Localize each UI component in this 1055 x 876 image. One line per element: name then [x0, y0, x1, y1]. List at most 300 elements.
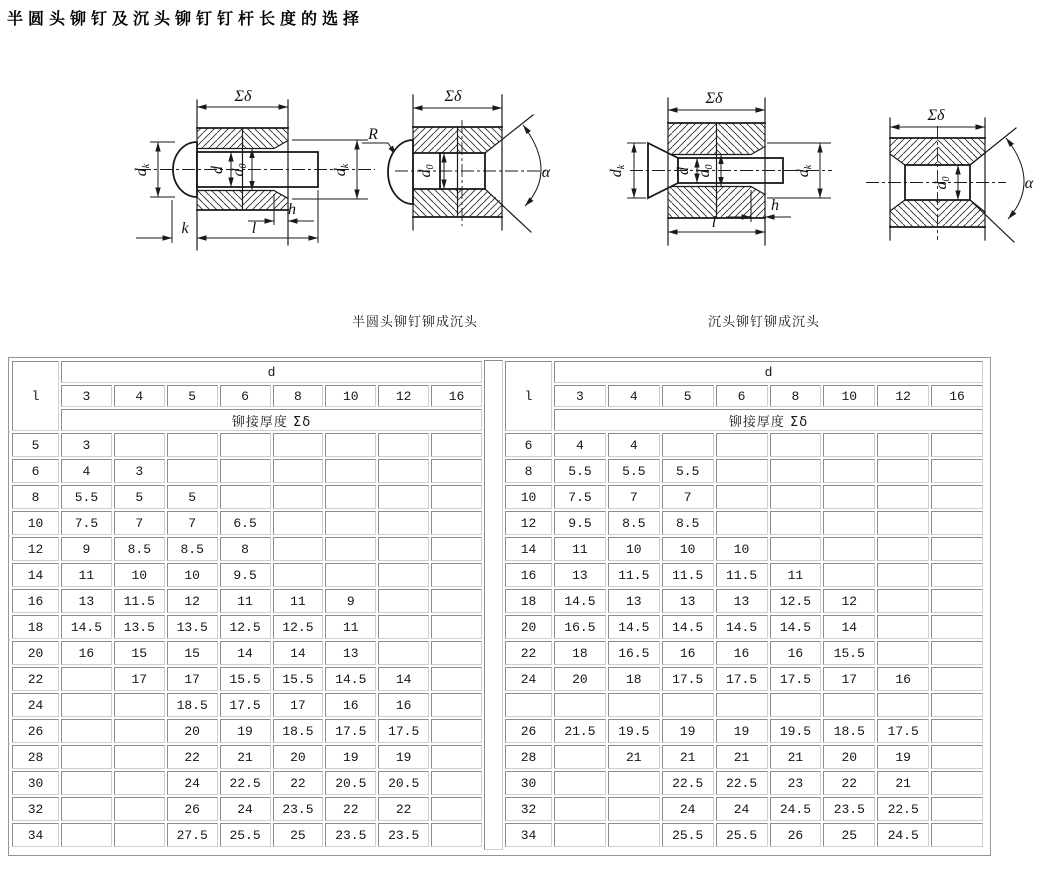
thickness-cell: 14.5 [608, 615, 660, 639]
thickness-cell: 19 [325, 745, 376, 769]
thickness-cell: 18 [554, 641, 606, 665]
thickness-cell: 20 [167, 719, 218, 743]
diameter-value: 3 [61, 385, 112, 407]
table-row [505, 485, 983, 509]
table-row [505, 511, 983, 535]
thickness-cell [273, 563, 324, 587]
thickness-cell [378, 459, 429, 483]
thickness-cell: 12 [167, 589, 218, 613]
diameter-value: 3 [554, 385, 606, 407]
thickness-cell [931, 797, 983, 821]
thickness-cell [61, 719, 112, 743]
thickness-cell: 21 [716, 745, 768, 769]
diameter-value: 6 [220, 385, 271, 407]
length-cell: 20 [12, 641, 59, 665]
thickness-cell: 16 [716, 641, 768, 665]
thickness-cell: 20 [554, 667, 606, 691]
table-row [505, 641, 983, 665]
table-row [505, 797, 983, 821]
thickness-cell: 14.5 [716, 615, 768, 639]
thickness-cell [273, 485, 324, 509]
thickness-cell [378, 589, 429, 613]
table-row [12, 433, 482, 457]
header-length: l [12, 361, 59, 431]
thickness-cell: 23.5 [325, 823, 376, 847]
thickness-cell [931, 771, 983, 795]
dim-d0: d0 [230, 163, 249, 177]
thickness-cell [431, 511, 482, 535]
thickness-cell [608, 823, 660, 847]
table-row [12, 667, 482, 691]
table-row [12, 771, 482, 795]
thickness-cell [114, 745, 165, 769]
length-cell: 10 [12, 511, 59, 535]
dim-dk-right: dk [332, 163, 351, 177]
thickness-cell [220, 459, 271, 483]
dim-l: l [251, 220, 257, 237]
thickness-cell [931, 823, 983, 847]
thickness-cell [931, 537, 983, 561]
thickness-cell [378, 433, 429, 457]
thickness-cell: 25.5 [220, 823, 271, 847]
thickness-cell: 21 [220, 745, 271, 769]
thickness-cell: 17.5 [877, 719, 929, 743]
thickness-cell: 4 [608, 433, 660, 457]
thickness-cell [325, 485, 376, 509]
thickness-cell: 17.5 [770, 667, 822, 691]
length-cell: 16 [12, 589, 59, 613]
thickness-cell [823, 693, 875, 717]
thickness-cell [877, 485, 929, 509]
thickness-cell: 7 [608, 485, 660, 509]
thickness-cell: 5.5 [662, 459, 714, 483]
thickness-cell: 14.5 [325, 667, 376, 691]
thickness-cell: 19.5 [770, 719, 822, 743]
thickness-cell [931, 667, 983, 691]
thickness-cell: 17.5 [325, 719, 376, 743]
thickness-cell [378, 563, 429, 587]
length-cell: 34 [505, 823, 552, 847]
diameter-value: 5 [662, 385, 714, 407]
thickness-cell [431, 667, 482, 691]
table-spacer-cell [484, 360, 503, 850]
length-cell: 24 [505, 667, 552, 691]
thickness-cell: 20 [823, 745, 875, 769]
thickness-cell [877, 459, 929, 483]
thickness-cell: 4 [554, 433, 606, 457]
thickness-cell [716, 485, 768, 509]
thickness-cell [61, 797, 112, 821]
thickness-cell: 19.5 [608, 719, 660, 743]
thickness-cell [325, 563, 376, 587]
thickness-cell: 22 [167, 745, 218, 769]
rivet-table-round-head [10, 359, 484, 849]
technical-drawings [0, 0, 1055, 300]
length-cell: 34 [12, 823, 59, 847]
thickness-cell [877, 433, 929, 457]
thickness-cell [273, 511, 324, 535]
thickness-cell [716, 433, 768, 457]
length-cell: 10 [505, 485, 552, 509]
diameter-value: 5 [167, 385, 218, 407]
thickness-cell: 11 [325, 615, 376, 639]
thickness-cell: 16 [662, 641, 714, 665]
thickness-cell: 3 [114, 459, 165, 483]
table-body [505, 433, 983, 847]
table-row [12, 797, 482, 821]
thickness-cell: 23.5 [273, 797, 324, 821]
thickness-cell [431, 719, 482, 743]
dim-sigma-delta: Σδ [234, 88, 252, 105]
thickness-cell [378, 485, 429, 509]
thickness-cell: 22.5 [716, 771, 768, 795]
thickness-cell [431, 797, 482, 821]
formed-round-head [388, 140, 413, 204]
thickness-cell: 19 [378, 745, 429, 769]
thickness-cell [554, 823, 606, 847]
dim-dk-left: dk [133, 163, 152, 177]
thickness-cell [431, 433, 482, 457]
tables-container [8, 357, 991, 856]
diameter-value: 8 [770, 385, 822, 407]
thickness-cell [378, 537, 429, 561]
thickness-cell: 5.5 [61, 485, 112, 509]
thickness-cell [167, 459, 218, 483]
thickness-cell: 15 [167, 641, 218, 665]
thickness-cell [431, 745, 482, 769]
dim-h: h [288, 201, 296, 218]
thickness-cell [608, 771, 660, 795]
thickness-cell: 15 [114, 641, 165, 665]
thickness-cell [431, 485, 482, 509]
thickness-cell: 9.5 [220, 563, 271, 587]
thickness-cell [662, 693, 714, 717]
thickness-cell [431, 771, 482, 795]
dim-r: R [368, 126, 378, 143]
thickness-cell: 14 [378, 667, 429, 691]
thickness-cell [770, 537, 822, 561]
table-row [505, 719, 983, 743]
thickness-cell: 18.5 [273, 719, 324, 743]
thickness-cell [273, 537, 324, 561]
table-row [12, 719, 482, 743]
thickness-cell: 19 [716, 719, 768, 743]
length-cell: 18 [12, 615, 59, 639]
thickness-cell: 13 [554, 563, 606, 587]
thickness-cell: 23.5 [378, 823, 429, 847]
dim-d0: d0 [417, 164, 436, 178]
thickness-cell: 13.5 [167, 615, 218, 639]
thickness-cell: 7 [114, 511, 165, 535]
figure-countersunk-riveted-result [866, 107, 1034, 242]
thickness-cell: 14 [220, 641, 271, 665]
thickness-cell [716, 693, 768, 717]
length-cell: 30 [505, 771, 552, 795]
diameter-value: 4 [608, 385, 660, 407]
dim-l: l [711, 214, 717, 231]
thickness-cell [61, 667, 112, 691]
thickness-cell: 10 [608, 537, 660, 561]
table-row [505, 615, 983, 639]
thickness-cell [877, 511, 929, 535]
table-row [505, 563, 983, 587]
thickness-cell [823, 433, 875, 457]
thickness-cell: 16 [770, 641, 822, 665]
thickness-cell: 22.5 [220, 771, 271, 795]
table-row [505, 823, 983, 847]
thickness-cell [877, 641, 929, 665]
caption-countersunk-rivet: 沉头铆钉铆成沉头 [708, 315, 821, 330]
diameter-value: 10 [823, 385, 875, 407]
rivet-table-countersunk [503, 359, 985, 849]
thickness-cell [431, 615, 482, 639]
thickness-cell [325, 537, 376, 561]
thickness-cell [770, 459, 822, 483]
thickness-cell [114, 797, 165, 821]
thickness-cell: 8.5 [662, 511, 714, 535]
diameter-value: 6 [716, 385, 768, 407]
table-row [505, 459, 983, 483]
header-thickness: 铆接厚度 Σδ [554, 409, 983, 431]
thickness-cell: 8.5 [608, 511, 660, 535]
table-row [505, 667, 983, 691]
length-cell: 8 [505, 459, 552, 483]
thickness-cell [662, 433, 714, 457]
thickness-cell: 10 [716, 537, 768, 561]
thickness-cell: 22.5 [662, 771, 714, 795]
thickness-cell [378, 615, 429, 639]
thickness-cell: 17.5 [662, 667, 714, 691]
thickness-cell: 24.5 [877, 823, 929, 847]
thickness-cell: 25.5 [716, 823, 768, 847]
thickness-cell [823, 537, 875, 561]
thickness-cell: 16.5 [554, 615, 606, 639]
thickness-cell: 11 [273, 589, 324, 613]
thickness-cell [716, 511, 768, 535]
thickness-cell [554, 797, 606, 821]
thickness-cell [431, 459, 482, 483]
thickness-cell: 11 [61, 563, 112, 587]
thickness-cell: 25 [273, 823, 324, 847]
thickness-cell: 21.5 [554, 719, 606, 743]
thickness-cell [931, 745, 983, 769]
thickness-cell [378, 641, 429, 665]
thickness-cell: 15.5 [823, 641, 875, 665]
thickness-cell [931, 589, 983, 613]
thickness-cell [273, 459, 324, 483]
table-row [12, 615, 482, 639]
table-row [505, 537, 983, 561]
thickness-cell [114, 823, 165, 847]
length-cell: 16 [505, 563, 552, 587]
figure-countersunk-rivet-assembly [608, 90, 832, 245]
thickness-cell: 26 [167, 797, 218, 821]
thickness-cell [431, 563, 482, 587]
thickness-cell: 17.5 [716, 667, 768, 691]
thickness-cell: 25.5 [662, 823, 714, 847]
figure-round-head-riveted-result [388, 88, 551, 232]
diameter-value: 16 [931, 385, 983, 407]
thickness-cell: 21 [877, 771, 929, 795]
thickness-cell: 17.5 [220, 693, 271, 717]
thickness-cell [931, 563, 983, 587]
thickness-cell: 21 [662, 745, 714, 769]
thickness-cell [114, 433, 165, 457]
diameter-value: 4 [114, 385, 165, 407]
dim-k: k [181, 220, 189, 237]
thickness-cell: 11.5 [716, 563, 768, 587]
thickness-cell: 5 [114, 485, 165, 509]
thickness-cell: 17 [167, 667, 218, 691]
thickness-cell: 12.5 [220, 615, 271, 639]
thickness-cell [114, 693, 165, 717]
thickness-cell: 17 [273, 693, 324, 717]
length-cell: 18 [505, 589, 552, 613]
thickness-cell: 13 [662, 589, 714, 613]
length-cell: 6 [12, 459, 59, 483]
thickness-cell [273, 433, 324, 457]
length-cell: 12 [505, 511, 552, 535]
length-cell: 22 [505, 641, 552, 665]
thickness-cell: 13.5 [114, 615, 165, 639]
thickness-cell: 16 [61, 641, 112, 665]
thickness-cell: 7.5 [554, 485, 606, 509]
thickness-cell: 18.5 [823, 719, 875, 743]
thickness-cell: 12.5 [770, 589, 822, 613]
thickness-cell [554, 771, 606, 795]
length-cell: 32 [12, 797, 59, 821]
table-row [12, 745, 482, 769]
thickness-cell: 11 [770, 563, 822, 587]
thickness-cell: 17 [114, 667, 165, 691]
page-title: 半圆头铆钉及沉头铆钉钉杆长度的选择 [7, 9, 365, 28]
thickness-cell: 14.5 [662, 615, 714, 639]
table-row [505, 433, 983, 457]
dim-dk-left: dk [608, 164, 627, 178]
thickness-cell: 22 [325, 797, 376, 821]
thickness-cell: 17.5 [378, 719, 429, 743]
table-row [505, 589, 983, 613]
table-row [12, 641, 482, 665]
thickness-cell: 3 [61, 433, 112, 457]
thickness-cell [716, 459, 768, 483]
header-diameter: d [61, 361, 482, 383]
thickness-cell: 10 [167, 563, 218, 587]
thickness-cell: 7 [662, 485, 714, 509]
thickness-cell [61, 745, 112, 769]
length-cell [505, 693, 552, 717]
thickness-cell [931, 615, 983, 639]
thickness-cell [220, 433, 271, 457]
thickness-cell: 20.5 [325, 771, 376, 795]
table-row [505, 693, 983, 717]
thickness-cell [431, 823, 482, 847]
thickness-cell: 20.5 [378, 771, 429, 795]
thickness-cell: 14 [823, 615, 875, 639]
thickness-cell [770, 485, 822, 509]
thickness-cell: 7 [167, 511, 218, 535]
thickness-cell: 7.5 [61, 511, 112, 535]
diameter-row [505, 385, 983, 407]
thickness-cell [61, 693, 112, 717]
thickness-cell: 19 [662, 719, 714, 743]
thickness-cell: 21 [770, 745, 822, 769]
thickness-cell [877, 693, 929, 717]
thickness-cell: 20 [273, 745, 324, 769]
header-thickness: 铆接厚度 Σδ [61, 409, 482, 431]
dim-sigma-delta: Σδ [444, 88, 462, 105]
table-row [12, 537, 482, 561]
thickness-cell: 26 [770, 823, 822, 847]
thickness-cell: 11.5 [114, 589, 165, 613]
thickness-cell: 24.5 [770, 797, 822, 821]
table-row [12, 485, 482, 509]
thickness-cell [931, 459, 983, 483]
thickness-cell: 22 [378, 797, 429, 821]
dim-d0: d0 [696, 164, 715, 178]
thickness-cell: 16 [378, 693, 429, 717]
dim-sigma-delta: Σδ [705, 90, 723, 107]
thickness-cell: 17 [823, 667, 875, 691]
thickness-cell: 5.5 [608, 459, 660, 483]
thickness-cell: 9.5 [554, 511, 606, 535]
table-row [12, 511, 482, 535]
thickness-cell: 22 [273, 771, 324, 795]
thickness-cell [770, 433, 822, 457]
thickness-cell [325, 459, 376, 483]
header-diameter: d [554, 361, 983, 383]
thickness-cell [61, 823, 112, 847]
thickness-cell: 18 [608, 667, 660, 691]
thickness-cell: 12 [823, 589, 875, 613]
thickness-cell: 13 [716, 589, 768, 613]
length-cell: 6 [505, 433, 552, 457]
thickness-cell: 6.5 [220, 511, 271, 535]
thickness-cell: 14.5 [61, 615, 112, 639]
thickness-cell [877, 537, 929, 561]
table-header [505, 361, 983, 431]
length-cell: 26 [12, 719, 59, 743]
table-row [12, 589, 482, 613]
thickness-cell [554, 745, 606, 769]
thickness-cell: 13 [61, 589, 112, 613]
length-cell: 12 [12, 537, 59, 561]
thickness-cell: 8.5 [114, 537, 165, 561]
thickness-cell: 10 [662, 537, 714, 561]
thickness-cell [431, 641, 482, 665]
thickness-cell [823, 459, 875, 483]
thickness-cell [823, 485, 875, 509]
table-row [12, 459, 482, 483]
dim-d0: d0 [933, 176, 952, 190]
thickness-cell [61, 771, 112, 795]
dim-d: d [209, 166, 226, 174]
figure-round-head-rivet-assembly [133, 88, 396, 250]
thickness-cell [431, 589, 482, 613]
length-cell: 8 [12, 485, 59, 509]
thickness-cell: 18.5 [167, 693, 218, 717]
thickness-cell [608, 797, 660, 821]
thickness-cell: 16 [877, 667, 929, 691]
dim-alpha: α [1024, 175, 1034, 192]
thickness-cell: 15.5 [220, 667, 271, 691]
length-cell: 20 [505, 615, 552, 639]
dim-alpha: α [541, 164, 551, 181]
length-cell: 14 [12, 563, 59, 587]
thickness-cell [877, 563, 929, 587]
thickness-cell: 24 [220, 797, 271, 821]
thickness-cell: 9 [325, 589, 376, 613]
